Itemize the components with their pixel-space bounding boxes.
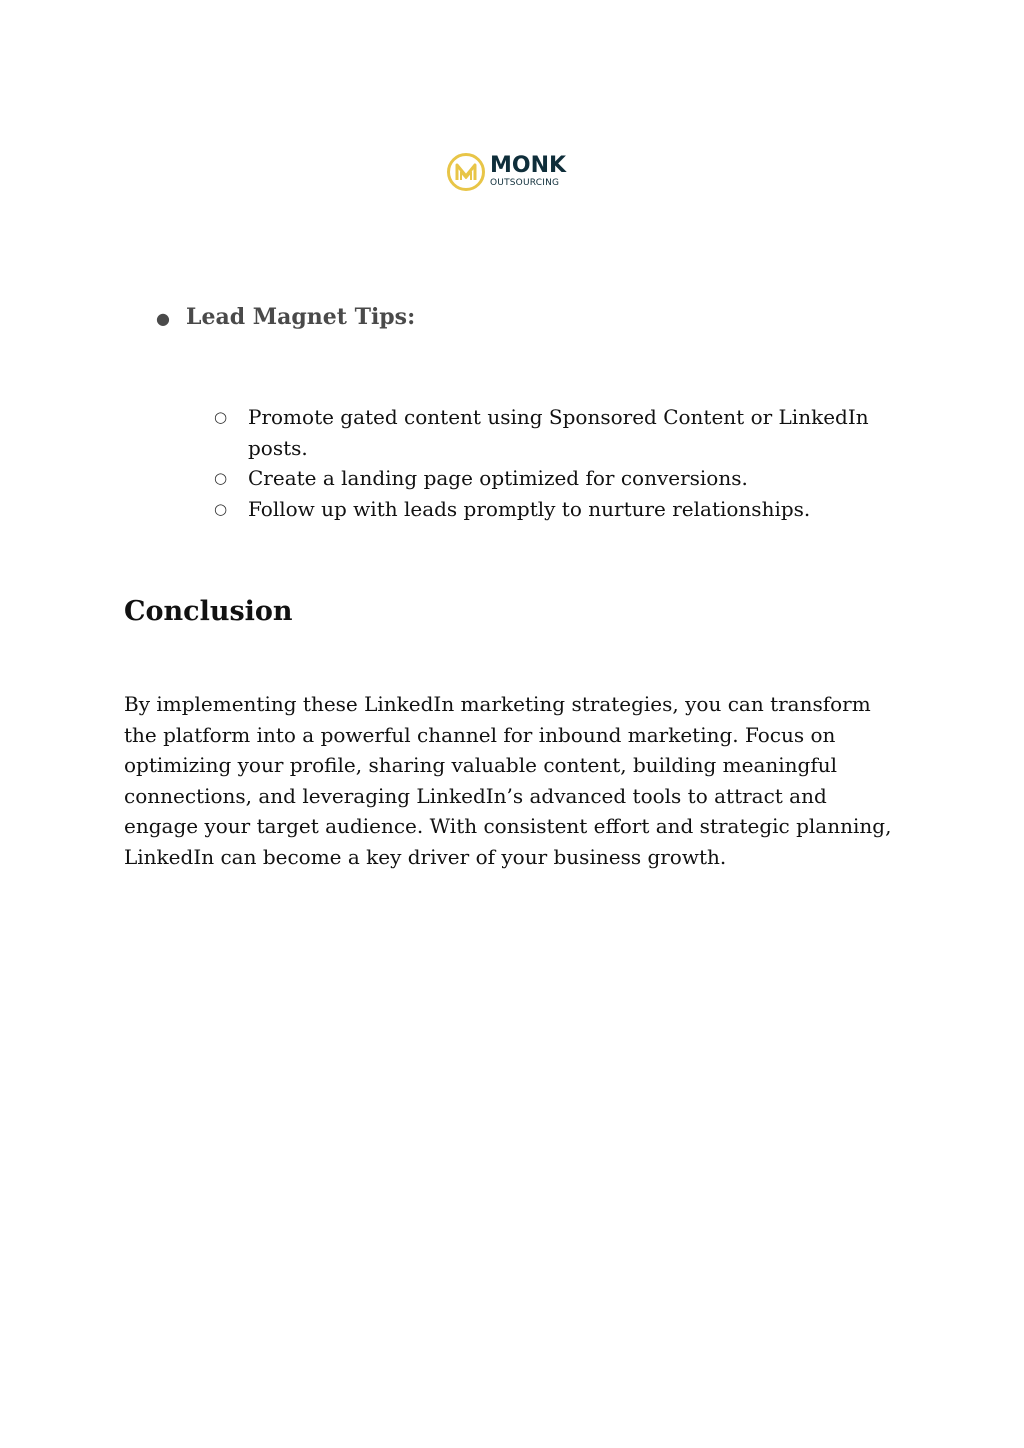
circle-bullet-icon: ○ bbox=[214, 499, 228, 518]
logo-subtitle: OUTSOURCING bbox=[490, 178, 560, 188]
logo-wordmark: MONK bbox=[490, 153, 567, 178]
logo-text bbox=[490, 155, 566, 189]
list-item-text: Follow up with leads promptly to nurture relationships. bbox=[248, 496, 811, 521]
bullet-icon: ● bbox=[156, 309, 170, 328]
monk-logo-icon bbox=[446, 152, 486, 192]
lead-magnet-tips-list bbox=[214, 402, 894, 524]
conclusion-heading: Conclusion bbox=[124, 596, 293, 627]
lead-magnet-heading bbox=[156, 304, 415, 330]
list-item-text: Promote gated content using Sponsored Content or LinkedIn posts. bbox=[248, 405, 869, 460]
list-item-text: Create a landing page optimized for conversions. bbox=[248, 466, 748, 490]
circle-bullet-icon: ○ bbox=[214, 469, 228, 487]
circle-bullet-icon: ○ bbox=[214, 408, 228, 426]
conclusion-paragraph: By implementing these LinkedIn marketing strategies, you can transform the platform into a powerful channel for inbound marketing. Focus on optimizing your profile, sharing valuable content, building meaningful connections, and leveraging LinkedIn’s advanced tools to attract and engage your target audience. With consistent effort and strategic planning, LinkedIn can become a key driver of your business growth. bbox=[124, 692, 892, 869]
list-item bbox=[214, 463, 894, 494]
list-item bbox=[214, 402, 894, 463]
list-item bbox=[214, 494, 894, 525]
company-logo bbox=[446, 150, 576, 194]
lead-magnet-heading-text: Lead Magnet Tips: bbox=[186, 304, 416, 330]
